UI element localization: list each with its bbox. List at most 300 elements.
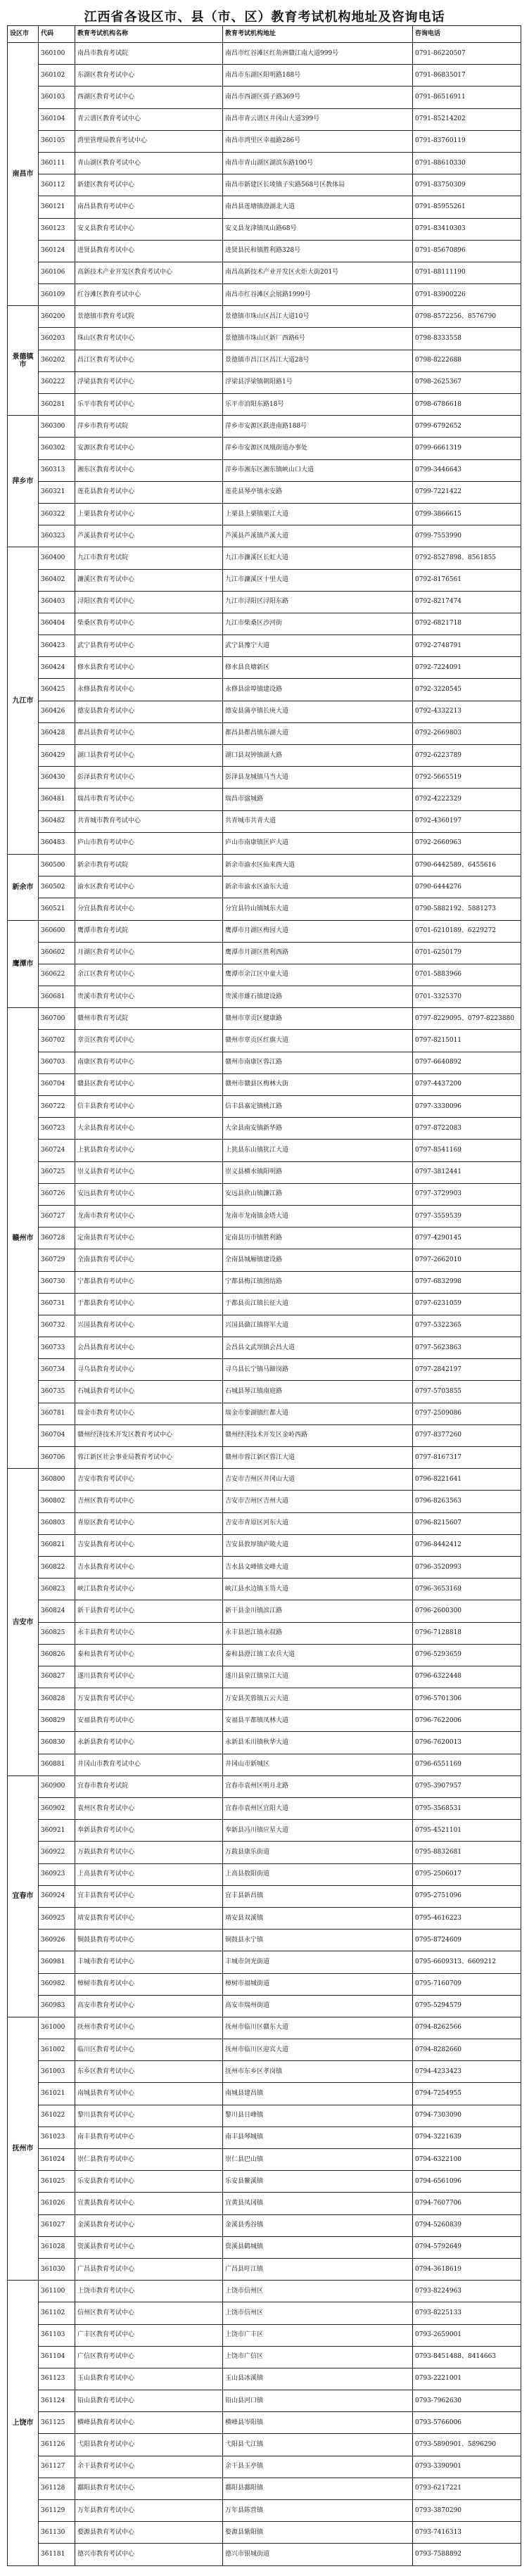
address-cell: 庐山市南康镇匡庐大道 [223,832,413,854]
table-row [8,2017,521,2039]
address-cell: 永新县禾川镇秋华大道 [223,1732,413,1754]
phone-cell: 0796-7622006 [413,1710,521,1732]
phone-cell: 0793-3870290 [413,2500,521,2522]
table-row [8,2522,521,2544]
address-cell: 大余县南安镇新华路 [223,1118,413,1140]
address-cell: 九江市濂溪区十里大道 [223,569,413,591]
name-cell: 信丰县教育考试中心 [75,1096,223,1118]
code-cell: 360100 [39,43,75,65]
address-cell: 黎川县日峰镇 [223,2105,413,2127]
table-row [8,2500,521,2522]
address-cell: 遂川县泉江镇泉江大道 [223,1666,413,1688]
code-cell: 360730 [39,1271,75,1293]
phone-cell: 0795-4616223 [413,1907,521,1929]
phone-cell: 0791-86220507 [413,43,521,65]
table-row [8,2368,521,2390]
name-cell: 修水县教育考试中心 [75,657,223,679]
code-cell: 360925 [39,1907,75,1929]
code-cell: 361000 [39,2017,75,2039]
table-row [8,1820,521,1842]
address-cell: 瑞昌市湓城路 [223,789,413,810]
phone-cell: 0797-3330096 [413,1096,521,1118]
table-row [8,1469,521,1491]
name-cell: 都昌县教育考试中心 [75,722,223,744]
table-row [8,591,521,613]
phone-cell: 0792-4222329 [413,789,521,810]
table-row [8,1930,521,1951]
name-cell: 定南县教育考试中心 [75,1228,223,1249]
table-row [8,1688,521,1710]
table-row [8,2214,521,2236]
table-row [8,2083,521,2105]
code-cell: 360502 [39,876,75,898]
code-cell: 360823 [39,1579,75,1600]
code-cell: 360403 [39,591,75,613]
address-cell: 吉安县敦厚镇庐陵大道 [223,1534,413,1556]
name-cell: 高安市教育考试中心 [75,1995,223,2017]
phone-cell: 0795-3907957 [413,1775,521,1797]
phone-cell: 0791-85214202 [413,108,521,130]
address-cell: 贵溪市雄石镇建设路 [223,986,413,1008]
code-cell: 360222 [39,371,75,393]
phone-cell: 0792-8527898、8561855 [413,547,521,569]
header-code: 代码 [39,26,75,43]
table-row [8,898,521,920]
code-cell: 360921 [39,1820,75,1842]
code-cell: 361126 [39,2434,75,2456]
table-row [8,1161,521,1183]
name-cell: 广丰区教育考试中心 [75,2324,223,2346]
address-cell: 南昌高新技术产业开发区火炬大街201号 [223,262,413,283]
code-cell: 360729 [39,1249,75,1271]
code-cell: 361129 [39,2500,75,2522]
code-cell: 360727 [39,1205,75,1227]
address-cell: 萍乡市湘东区湘东镇峡山口大道 [223,459,413,481]
code-cell: 360800 [39,1469,75,1491]
code-cell: 360825 [39,1622,75,1644]
header-phone: 咨询电话 [413,26,521,43]
code-cell: 360923 [39,1863,75,1885]
name-cell: 吉安市教育考试中心 [75,1469,223,1491]
code-cell: 361027 [39,2214,75,2236]
table-row [8,1798,521,1820]
phone-cell: 0795-5294579 [413,1995,521,2017]
phone-cell: 0792-6223789 [413,745,521,767]
phone-cell: 0792-8217474 [413,591,521,613]
address-cell: 全南县城厢镇建设路 [223,1249,413,1271]
address-cell: 上饶市信州区 [223,2281,413,2302]
name-cell: 石城县教育考试中心 [75,1381,223,1403]
phone-cell: 0791-83760119 [413,130,521,152]
code-cell: 360826 [39,1644,75,1666]
name-cell: 昌江区教育考试中心 [75,350,223,371]
code-cell: 360733 [39,1337,75,1359]
phone-cell: 0791-85670896 [413,240,521,262]
table-row [8,986,521,1008]
address-cell: 于都县贡江镇长征大道 [223,1293,413,1315]
phone-cell: 0797-3559539 [413,1205,521,1227]
phone-cell: 0796-7128818 [413,1622,521,1644]
phone-cell: 0701-3325370 [413,986,521,1008]
code-cell: 360104 [39,108,75,130]
address-cell: 樟树市福城街道 [223,1973,413,1995]
address-cell: 靖安县双溪镇 [223,1907,413,1929]
name-cell: 遂川县教育考试中心 [75,1666,223,1688]
address-cell: 抚州市临川区迎宾大道 [223,2039,413,2061]
address-cell: 抚州市东乡区孝岗镇 [223,2061,413,2083]
phone-cell: 0793-5766006 [413,2412,521,2434]
city-cell: 南昌市 [8,43,39,306]
header-row [8,26,521,43]
code-cell: 360900 [39,1775,75,1797]
table-row [8,2127,521,2148]
table-row [8,964,521,986]
table-row [8,635,521,657]
code-cell: 360926 [39,1930,75,1951]
name-cell: 万年县教育考试中心 [75,2500,223,2522]
code-cell: 360600 [39,920,75,942]
city-cell: 萍乡市 [8,416,39,547]
code-cell: 360500 [39,854,75,876]
name-cell: 鹰潭市教育考试院 [75,920,223,942]
address-cell: 宜春市袁州区宜阳大道 [223,1798,413,1820]
table-row [8,2039,521,2061]
code-cell: 360202 [39,350,75,371]
address-cell: 南昌市西湖区孺子路369号 [223,87,413,108]
name-cell: 安福县教育考试中心 [75,1710,223,1732]
code-cell: 360704 [39,1424,75,1446]
page-title: 江西省各设区市、县（市、区）教育考试机构地址及咨询电话 [84,10,445,25]
address-cell: 九江市浔阳区浔阳东路 [223,591,413,613]
code-cell: 360922 [39,1842,75,1863]
address-cell: 乐平市洎阳东路18号 [223,394,413,416]
address-cell: 定南县历市镇胜利路 [223,1228,413,1249]
code-cell: 361127 [39,2456,75,2478]
phone-cell: 0793-2221001 [413,2368,521,2390]
name-cell: 高新技术产业开发区教育考试中心 [75,262,223,283]
code-cell: 360200 [39,306,75,328]
name-cell: 上高县教育考试中心 [75,1863,223,1885]
phone-cell: 0795-2506017 [413,1863,521,1885]
city-cell: 上饶市 [8,2281,39,2565]
code-cell: 360482 [39,810,75,832]
address-cell: 南昌市新建区长堎镇子实路568号区教体局 [223,174,413,196]
phone-cell: 0798-6786618 [413,394,521,416]
code-cell: 361021 [39,2083,75,2105]
table-row [8,767,521,789]
name-cell: 上栗县教育考试中心 [75,503,223,525]
phone-cell: 0794-4233423 [413,2061,521,2083]
name-cell: 丰城市教育考试中心 [75,1951,223,1973]
table-row [8,174,521,196]
address-cell: 宁都县梅江镇团结路 [223,1271,413,1293]
phone-cell: 0794-3221639 [413,2127,521,2148]
phone-cell: 0797-3729903 [413,1183,521,1205]
table-row [8,547,521,569]
name-cell: 景德镇市教育考试院 [75,306,223,328]
code-cell: 360521 [39,898,75,920]
address-cell: 赣州市章贡区健康路 [223,1008,413,1030]
address-cell: 德兴市银城街道 [223,2544,413,2565]
phone-cell: 0797-8229095、0797-8223880 [413,1008,521,1030]
table-row [8,722,521,744]
phone-cell: 0791-83750309 [413,174,521,196]
address-cell: 南昌市湾里区幸福路286号 [223,130,413,152]
address-cell: 乐安县鳌溪镇 [223,2171,413,2193]
code-cell: 360602 [39,942,75,964]
code-cell: 361022 [39,2105,75,2127]
code-cell: 360430 [39,767,75,789]
address-cell: 修水县良塘新区 [223,657,413,679]
address-cell: 都昌县都昌镇东湖大道 [223,722,413,744]
code-cell: 360731 [39,1293,75,1315]
address-cell: 玉山县冰溪镇 [223,2368,413,2390]
code-cell: 360726 [39,1183,75,1205]
table-row [8,569,521,591]
phone-cell: 0794-7303090 [413,2105,521,2127]
code-cell: 360111 [39,152,75,174]
table-row [8,2544,521,2565]
name-cell: 彭泽县教育考试中心 [75,767,223,789]
code-cell: 360728 [39,1228,75,1249]
table-row [8,328,521,350]
city-cell: 鹰潭市 [8,920,39,1008]
name-cell: 赣县区教育考试中心 [75,1073,223,1095]
name-cell: 安远县教育考试中心 [75,1183,223,1205]
address-cell: 南丰县琴城镇 [223,2127,413,2148]
code-cell: 360103 [39,87,75,108]
code-cell: 360724 [39,1140,75,1161]
name-cell: 上犹县教育考试中心 [75,1140,223,1161]
name-cell: 柴桑区教育考试中心 [75,613,223,635]
address-cell: 吉安市青原区河东大道 [223,1512,413,1534]
phone-cell: 0798-2625367 [413,371,521,393]
address-cell: 万安县芙蓉镇五云大道 [223,1688,413,1710]
name-cell: 袁州区教育考试中心 [75,1798,223,1820]
address-cell: 新余市渝水区仙来西大道 [223,854,413,876]
city-cell: 赣州市 [8,1008,39,1469]
name-cell: 吉水县教育考试中心 [75,1556,223,1578]
table-row [8,1579,521,1600]
address-cell: 上高县敖阳街道 [223,1863,413,1885]
code-cell: 360981 [39,1951,75,1973]
table-row [8,284,521,306]
code-cell: 361026 [39,2193,75,2214]
name-cell: 南康区教育考试中心 [75,1052,223,1073]
address-cell: 新干县金川镇滨江路 [223,1600,413,1622]
name-cell: 临川区教育考试中心 [75,2039,223,2061]
phone-cell: 0791-88610330 [413,152,521,174]
name-cell: 鄱阳县教育考试中心 [75,2478,223,2499]
code-cell: 360323 [39,525,75,547]
phone-cell: 0797-4290145 [413,1228,521,1249]
table-row [8,1315,521,1337]
address-cell: 横峰县岑阳镇 [223,2412,413,2434]
name-cell: 贵溪市教育考试中心 [75,986,223,1008]
name-cell: 共青城市教育考试中心 [75,810,223,832]
phone-cell: 0793-6217221 [413,2478,521,2499]
name-cell: 南城县教育考试中心 [75,2083,223,2105]
table-row [8,1907,521,1929]
name-cell: 婺源县教育考试中心 [75,2522,223,2544]
name-cell: 泰和县教育考试中心 [75,1644,223,1666]
table-row [8,1995,521,2017]
table-row [8,2281,521,2302]
name-cell: 吉州区教育考试中心 [75,1491,223,1512]
name-cell: 安义县教育考试中心 [75,218,223,240]
phone-cell: 0797-8215011 [413,1030,521,1052]
code-cell: 360827 [39,1666,75,1688]
table-row [8,1775,521,1797]
phone-cell: 0794-7607706 [413,2193,521,2214]
code-cell: 361030 [39,2258,75,2280]
phone-cell: 0798-8572256、8576790 [413,306,521,328]
code-cell: 360121 [39,196,75,218]
phone-cell: 0796-5293659 [413,1644,521,1666]
address-cell: 南昌市青山湖区湖滨东路100号 [223,152,413,174]
phone-cell: 0799-7553990 [413,525,521,547]
code-cell: 361124 [39,2390,75,2412]
name-cell: 宜黄县教育考试中心 [75,2193,223,2214]
name-cell: 上饶市教育考试中心 [75,2281,223,2302]
name-cell: 芦溪县教育考试中心 [75,525,223,547]
name-cell: 宜春市教育考试院 [75,1775,223,1797]
table-row [8,2390,521,2412]
table-row [8,1052,521,1073]
name-cell: 青原区教育考试中心 [75,1512,223,1534]
phone-cell: 0796-8263563 [413,1491,521,1512]
table-row [8,2346,521,2368]
code-cell: 361100 [39,2281,75,2302]
phone-cell: 0797-8722083 [413,1118,521,1140]
name-cell: 广昌县教育考试中心 [75,2258,223,2280]
table-row [8,1140,521,1161]
address-cell: 新余市渝水区渝东大道 [223,876,413,898]
address-cell: 南城县建昌镇 [223,2083,413,2105]
name-cell: 靖安县教育考试中心 [75,1907,223,1929]
address-cell: 宜春市袁州区明月北路 [223,1775,413,1797]
table-row [8,1600,521,1622]
table-row [8,1073,521,1095]
code-cell: 360732 [39,1315,75,1337]
address-cell: 分宜县钤山镇城东大道 [223,898,413,920]
code-cell: 360704 [39,1073,75,1095]
name-cell: 南丰县教育考试中心 [75,2127,223,2148]
table-row [8,2434,521,2456]
table-row [8,942,521,964]
code-cell: 360300 [39,416,75,438]
code-cell: 361102 [39,2302,75,2324]
code-cell: 360426 [39,701,75,722]
code-cell: 360830 [39,1732,75,1754]
table-row [8,262,521,283]
name-cell: 湾里管理局教育考试中心 [75,130,223,152]
name-cell: 会昌县教育考试中心 [75,1337,223,1359]
address-cell: 寻乌县长宁镇马蹄岗路 [223,1359,413,1381]
address-cell: 资溪县鹤城镇 [223,2236,413,2258]
table-row [8,218,521,240]
table-row [8,854,521,876]
address-cell: 湖口县双钟镇湖大路 [223,745,413,767]
table-row [8,1403,521,1424]
phone-cell: 0797-5322365 [413,1315,521,1337]
name-cell: 庐山市教育考试中心 [75,832,223,854]
city-cell: 景德镇市 [8,306,39,416]
table-row [8,876,521,898]
table-row [8,2061,521,2083]
name-cell: 进贤县教育考试中心 [75,240,223,262]
code-cell: 361028 [39,2236,75,2258]
phone-cell: 0791-85955261 [413,196,521,218]
name-cell: 信州区教育考试中心 [75,2302,223,2324]
address-cell: 赣州市章贡区红旗大道 [223,1030,413,1052]
code-cell: 360428 [39,722,75,744]
code-cell: 360734 [39,1359,75,1381]
name-cell: 兴国县教育考试中心 [75,1315,223,1337]
name-cell: 珠山区教育考试中心 [75,328,223,350]
address-cell: 南昌市红谷滩区红角洲赣江南大道999号 [223,43,413,65]
phone-cell: 0792-4332213 [413,701,521,722]
phone-cell: 0797-3812441 [413,1161,521,1183]
address-cell: 安远县欣山镇濂江路 [223,1183,413,1205]
table-row [8,613,521,635]
phone-cell: 0791-83410303 [413,218,521,240]
address-cell: 铜鼓县永宁镇 [223,1930,413,1951]
table-row [8,701,521,722]
code-cell: 360425 [39,679,75,701]
address-cell: 高安市瑞州街道 [223,1995,413,2017]
code-cell: 360321 [39,481,75,503]
address-cell: 吉水县文峰镇文峰大道 [223,1556,413,1578]
address-cell: 抚州市临川区赣东大道 [223,2017,413,2039]
address-cell: 赣州市赣县区梅林大街 [223,1073,413,1095]
table-row [8,43,521,65]
code-cell: 360483 [39,832,75,854]
table-row [8,2302,521,2324]
address-cell: 鄱阳县鄱阳镇 [223,2478,413,2499]
name-cell: 寻乌县教育考试中心 [75,1359,223,1381]
table-row [8,2149,521,2171]
phone-cell: 0793-2659001 [413,2324,521,2346]
phone-cell: 0797-6640892 [413,1052,521,1073]
name-cell: 永修县教育考试中心 [75,679,223,701]
code-cell: 360424 [39,657,75,679]
address-cell: 萍乡市安源区凤凰街道办事处 [223,438,413,459]
table-row [8,2171,521,2193]
table-row [8,832,521,854]
name-cell: 青山湖区教育考试中心 [75,152,223,174]
name-cell: 乐安县教育考试中心 [75,2171,223,2193]
phone-cell: 0794-6322100 [413,2149,521,2171]
name-cell: 横峰县教育考试中心 [75,2412,223,2434]
name-cell: 崇义县教育考试中心 [75,1161,223,1183]
code-cell: 360123 [39,218,75,240]
table-row [8,196,521,218]
table-row [8,1228,521,1249]
name-cell: 崇仁县教育考试中心 [75,2149,223,2171]
table-row [8,1359,521,1381]
phone-cell: 0792-2660963 [413,832,521,854]
table-row [8,2478,521,2499]
address-cell: 莲花县琴亭镇永安路 [223,481,413,503]
address-cell: 龙南市龙南镇金塔大道 [223,1205,413,1227]
address-cell: 崇仁县巴山镇 [223,2149,413,2171]
city-cell: 新余市 [8,854,39,920]
table-row [8,1754,521,1775]
phone-cell: 0797-2509086 [413,1403,521,1424]
phone-cell: 0799-3866615 [413,503,521,525]
name-cell: 瑞昌市教育考试中心 [75,789,223,810]
